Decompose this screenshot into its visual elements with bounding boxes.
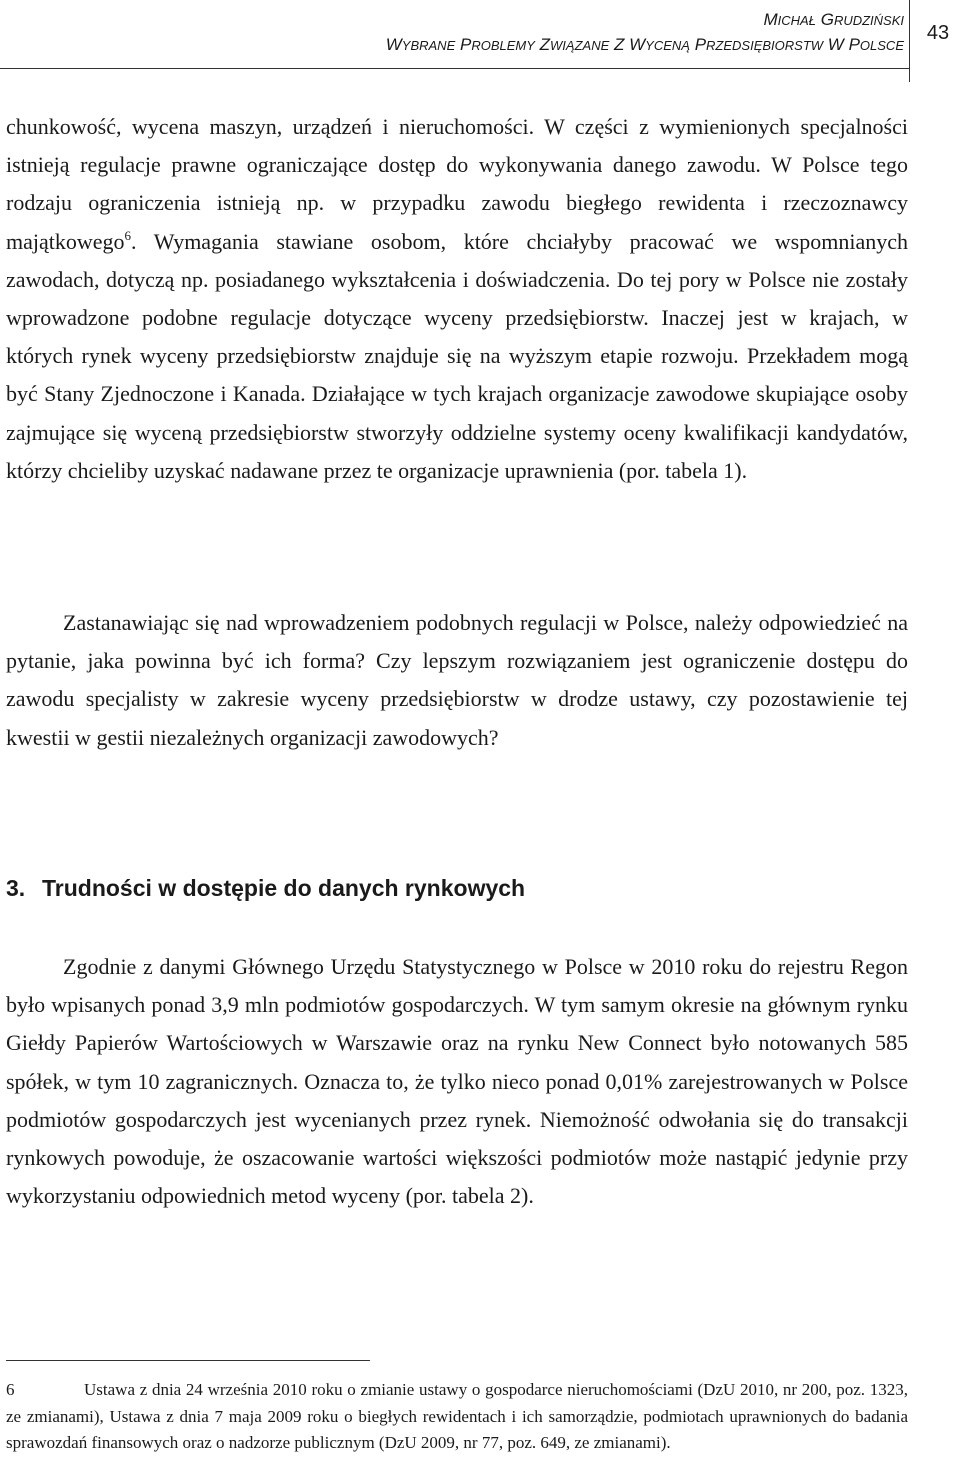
header-title-text: WYBRANE PROBLEMY ZWIĄZANE Z WYCENĄ PRZEDSIĘBIORSTW W POLSCE (385, 35, 904, 54)
page-number: 43 (926, 22, 950, 44)
footnote-mark: 6 (6, 1380, 15, 1399)
header-author-text: MICHAŁ GRUDZIŃSKI (763, 10, 904, 29)
footnote-separator (6, 1360, 370, 1361)
header-vertical-rule (909, 0, 910, 82)
running-header (0, 0, 960, 82)
paragraph-2: Zastanawiając się nad wprowadzeniem podobnych regulacji w Polsce, należy odpowiedzieć na pytanie, jaka powinna być ich forma? Czy lepszym rozwiązaniem jest ograniczenie dostępu do zawodu specjalisty w zakresie wyceny przedsiębiorstw w drodze ustawy, czy pozostawienie tej kwestii w gestii niezależnych organizacji zawodowych? (6, 610, 908, 750)
section-number: 3. (6, 875, 26, 901)
header-rule (0, 68, 910, 69)
paragraph-3: Zgodnie z danymi Głównego Urzędu Statystycznego w Polsce w 2010 roku do rejestru Regon było wpisanych ponad 3,9 mln podmiotów gospodarczych. W tym samym okresie na głównym rynku Giełdy Papierów Wartościowych w Warszawie oraz na rynku New Connect było notowanych 585 spółek, w tym 10 zagranicznych. Oznacza to, że tylko nieco ponad 0,01% zarejestrowanych w Polsce podmiotów gospodarczych jest wycenianych przez rynek. Niemożność odwołania się do transakcji rynkowych powoduje, że oszacowanie wartości większości podmiotów może nastąpić jedynie przy wykorzystaniu odpowiednich metod wyceny (por. tabela 2). (6, 954, 908, 1209)
paragraph-1 (6, 108, 908, 490)
paragraph-1-continued: . Wymagania stawiane osobom, które chciałyby pracować we wspomnianych zawodach, dotyczą np. posiadanego wykształcenia i doświadczenia. Do tej pory w Polsce nie zostały wprowadzone podobne regulacje dotyczące wyceny przedsiębiorstw. Inaczej jest w krajach, w których rynek wyceny przedsiębiorstw znajduje się na wyższym etapie rozwoju. Przekładem mogą być Stany Zjednoczone i Kanada. Działające w tych krajach organizacje zawodowe skupiające osoby zajmujące się wyceną przedsiębiorstw stworzyły oddzielne systemy oceny kwalifikacji kandydatów, którzy chcieliby uzyskać nadawane przez te organizacje uprawnienia (por. tabela 1). (6, 228, 908, 483)
footnote-reference: 6 (124, 227, 132, 243)
header-title (386, 33, 904, 58)
paragraph-1-text: chunkowość, wycena maszyn, urządzeń i nieruchomości. W części z wymienionych specjalności istnieją regulacje prawne ograniczające dostęp do wykonywania danego zawodu. W Polsce tego rodzaju ograniczenia istnieją np. w przypadku zawodu biegłego rewidenta i rzeczoznawcy majątkowego (6, 114, 908, 254)
footnote-text: Ustawa z dnia 24 września 2010 roku o zmianie ustawy o gospodarce nieruchomościami (DzU 2010, nr 200, poz. 1323, ze zmianami), Ustawa z dnia 7 maja 2009 roku o biegłych rewidentach i ich samorządzie, podmiotach uprawnionych do badania sprawozdań finansowych oraz o nadzorze publicznym (DzU 2009, nr 77, poz. 649, ze zmianami). (6, 1380, 908, 1453)
footnote (6, 1377, 908, 1457)
section-title: Trudności w dostępie do danych rynkowych (42, 875, 526, 901)
section-heading (6, 870, 525, 906)
header-author (386, 8, 904, 33)
header-text (386, 8, 904, 58)
